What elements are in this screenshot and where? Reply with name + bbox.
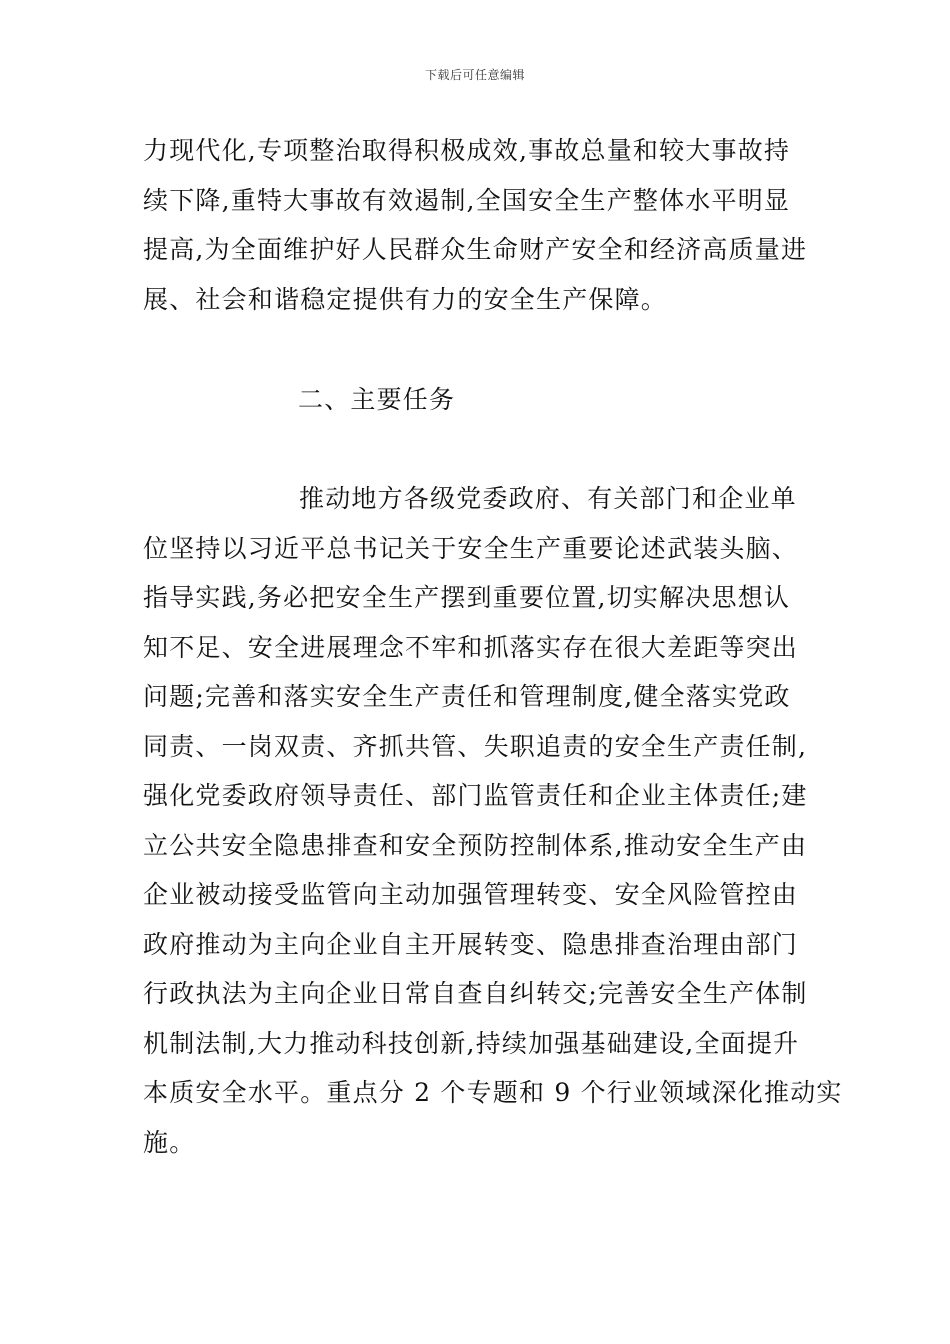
paragraph-line: 政府推动为主向企业自主开展转变、隐患排查治理由部门 [143, 929, 799, 959]
paragraph-line: 立公共安全隐患排查和安全预防控制体系,推动安全生产由 [143, 830, 808, 860]
paragraph-line: 提高,为全面维护好人民群众生命财产安全和经济高质量进 [143, 235, 808, 264]
paragraph-line: 推动地方各级党委政府、有关部门和企业单 [299, 484, 797, 513]
paragraph-line: 同责、一岗双责、齐抓共管、失职追责的安全生产责任制, [143, 731, 808, 761]
paragraph-line: 企业被动接受监管向主动加强管理转变、安全风险管控由 [143, 880, 799, 909]
paragraph-line: 施。 [143, 1127, 196, 1157]
paragraph-2 [143, 474, 843, 1167]
paragraph-line: 机制法制,大力推动科技创新,持续加强基础建设,全面提升 [143, 1028, 800, 1058]
paragraph-line: 知不足、安全进展理念不牢和抓落实存在很大差距等突出 [143, 632, 799, 662]
paragraph-line: 行政执法为主向企业日常自查自纠转交;完善安全生产体制 [143, 979, 808, 1008]
paragraph-line: 问题;完善和落实安全生产责任和管理制度,健全落实党政 [143, 682, 791, 711]
section-heading: 二、主要任务 [298, 385, 456, 414]
paragraph-line: 位坚持以习近平总书记关于安全生产重要论述武装头脑、 [143, 533, 799, 563]
paragraph-line: 力现代化,专项整治取得积极成效,事故总量和较大事故持 [143, 136, 791, 165]
paragraph-line: 展、社会和谐稳定提供有力的安全生产保障。 [143, 284, 668, 314]
paragraph-1 [143, 126, 807, 324]
paragraph-line: 强化党委政府领导责任、部门监管责任和企业主体责任;建 [143, 781, 808, 810]
header-note: 下载后可任意编辑 [424, 68, 525, 82]
paragraph-line: 本质安全水平。重点分 2 个专题和 9 个行业领域深化推动实 [143, 1078, 843, 1107]
paragraph-line: 指导实践,务必把安全生产摆到重要位置,切实解决思想认 [143, 583, 791, 612]
paragraph-line: 续下降,重特大事故有效遏制,全国安全生产整体水平明显 [143, 185, 791, 215]
